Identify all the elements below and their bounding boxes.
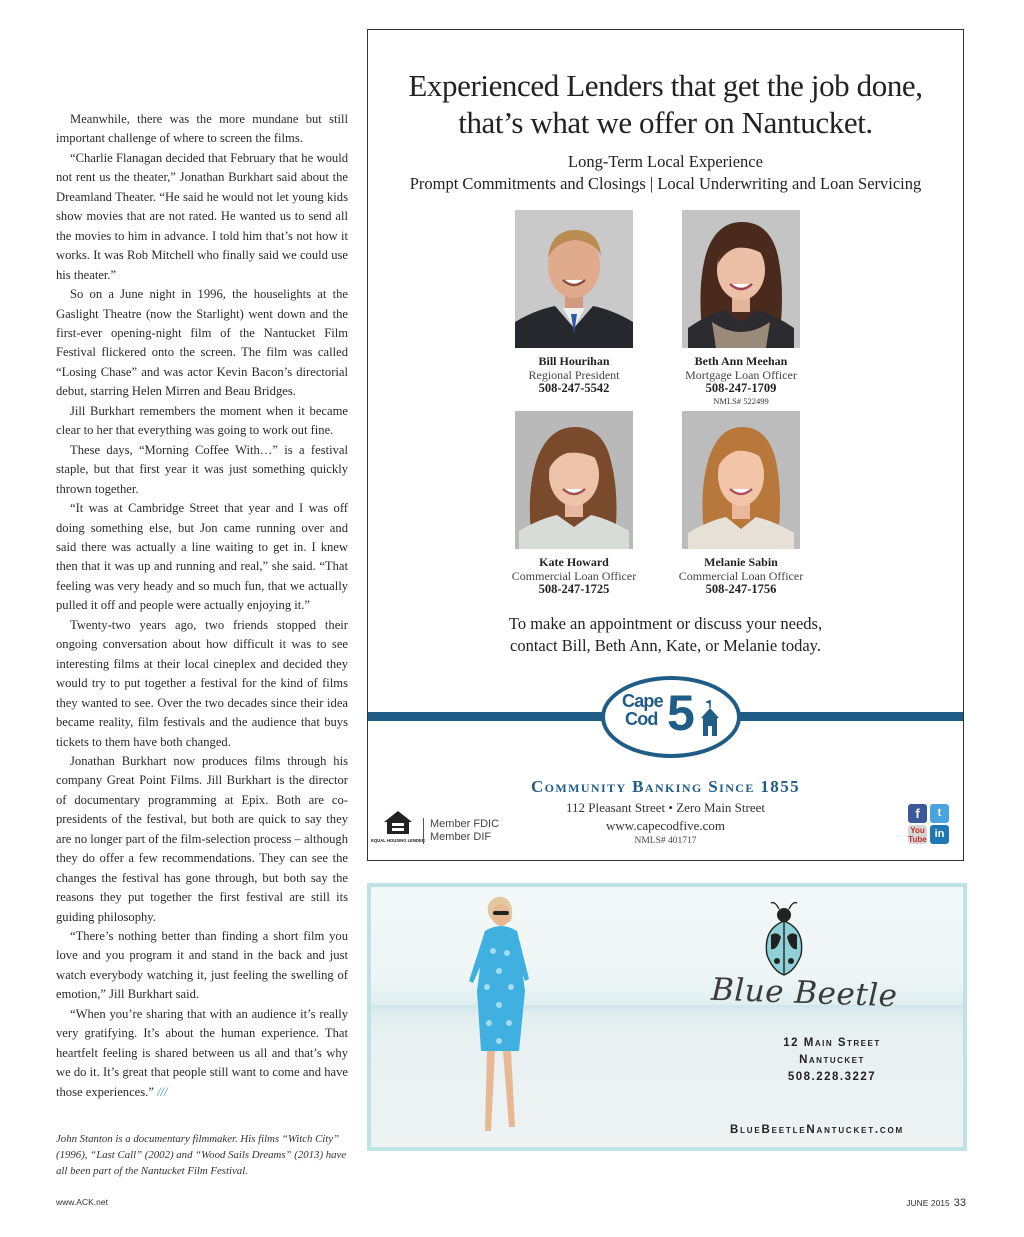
equal-housing-lender-icon (371, 809, 425, 843)
ad-call-to-action (368, 613, 963, 657)
bank-website-link[interactable]: www.capecodfive.com (606, 818, 725, 833)
staff-phone[interactable]: 508-247-1725 (538, 582, 610, 596)
blue-beetle-icon (759, 899, 809, 979)
cape-cod-five-logo[interactable] (601, 676, 741, 758)
article-paragraph: So on a June night in 1996, the houselights at the Gaslight Theatre (now the Starlight) went down and the first-ever opening-night film of the Nantucket Film Festival flickered onto the screen. The film was called “Losing Chase” and was actor Kevin Bacon’s directorial debut, starring Helen Mirren and Beau Bridges. (56, 287, 348, 399)
social-links (908, 804, 952, 844)
end-of-article-mark: /// (157, 1084, 168, 1099)
member-dif: Member DIF (430, 831, 492, 843)
page-number: 33 (953, 1197, 966, 1209)
article-paragraph: “It was at Cambridge Street that year and I was off doing something else, but Jon came running over and said there was actually a line waiting to get in. I knew then that it was up and running and real,” she said. “That feeling was very heady and so much fun, that we actually pulled it off and people were actually enjoying it.” (56, 501, 348, 613)
author-bio: John Stanton is a documentary filmmaker. His films “Witch City” (1996), “Last Call” (2002) and “Wood Sails Dreams” (2013) have all been part of the Nantucket Film Festival. (56, 1133, 347, 1177)
staff-name: Melanie Sabin (704, 555, 778, 569)
ehl-label: EQUAL HOUSING LENDER (371, 838, 425, 843)
boutique-advertisement (367, 883, 967, 1151)
article-paragraph (56, 1005, 348, 1102)
ad-headline-line-2: that’s what we offer on Nantucket. (458, 105, 873, 140)
article-paragraph: Jonathan Burkhart now produces films through his company Great Point Films. Jill Burkhart is the director of documentary programming at Epix. Both are co-presidents of the festival, but both are quick to say they are no longer part of the film-selection process – although they do offer a few recommendations. They can see the changes the festival has gone through, but both say the reasons they put together the first festival are still its guiding philosophy. (56, 753, 349, 924)
twitter-icon[interactable]: t (930, 804, 949, 823)
ad-sub-line-1: Long-Term Local Experience (568, 152, 763, 171)
staff-title: Commercial Loan Officer (511, 568, 637, 583)
staff-phone[interactable]: 508-247-5542 (538, 381, 610, 395)
portrait-woman-icon (515, 411, 633, 549)
ad-cta-line-2: contact Bill, Beth Ann, Kate, or Melanie today. (510, 636, 821, 655)
lighthouse-icon (699, 700, 721, 738)
staff-photo (515, 210, 633, 348)
article-paragraph: These days, “Morning Coffee With…” is a festival staple, but that first year it was just something quickly thrown together. (56, 442, 348, 496)
article-paragraph: Jill Burkhart remembers the moment when it became clear to her that everything was going to work out fine. (56, 403, 348, 438)
staff-name: Bill Hourihan (538, 354, 610, 368)
article-paragraph: Meanwhile, there was the more mundane but still important challenge of where to screen the films. (56, 112, 348, 146)
footer-issue: JUNE 2015 (906, 1198, 950, 1208)
ad-subheadline (368, 151, 963, 195)
article-paragraph: “Charlie Flanagan decided that February that he would not rent us the theater,” Jonathan Burkhart said about the Dreamland Theater. “He said he would not let young kids show movies that are not rated. He wanted us to send all the movies to him in advance. I told him that’s not how it works. It was Rob Mitchell who finally said we could use his theater.” (56, 150, 348, 282)
bank-tagline: Community Banking Since 1855 (530, 777, 801, 796)
article-paragraph: “There’s nothing better than finding a short film you love and you program it and stand in the back and just watch everybody watching it, just feeling the swelling of emotion,” Jill Burkhart said. (56, 929, 348, 1002)
staff-photo (515, 411, 633, 549)
footer-folio (906, 1197, 966, 1209)
woman-on-beach-illustration (459, 891, 539, 1141)
staff-card-melanie-sabin (656, 411, 826, 597)
boutique-town: Nantucket (799, 1054, 865, 1066)
portrait-woman-icon (682, 210, 800, 348)
staff-title: Regional President (528, 367, 620, 382)
staff-nmls: NMLS# 522499 (713, 395, 769, 406)
ad-headline (368, 67, 963, 141)
footer-site: www.ACK.net (56, 1197, 108, 1207)
article-column (56, 110, 348, 1102)
bank-advertisement (367, 29, 964, 861)
ad-sub-line-2: Prompt Commitments and Closings | Local Underwriting and Loan Servicing (409, 174, 922, 193)
boutique-street: 12 Main Street (783, 1037, 881, 1049)
logo-word-cod: Cod (625, 709, 658, 729)
boutique-contact (701, 1035, 963, 1086)
boutique-phone[interactable]: 508.228.3227 (787, 1071, 877, 1083)
member-fdic: Member FDIC (430, 818, 500, 830)
portrait-woman-icon (682, 411, 800, 549)
staff-phone[interactable]: 508-247-1709 (705, 381, 777, 395)
logo-number: 5 (667, 685, 695, 741)
staff-title: Commercial Loan Officer (678, 568, 804, 583)
logo-word-cape: Cape (622, 691, 663, 711)
staff-card-bill-hourihan (489, 210, 659, 396)
ad-cta-line-1: To make an appointment or discuss your needs, (508, 614, 823, 633)
staff-title: Mortgage Loan Officer (685, 367, 797, 382)
portrait-man-icon (515, 210, 633, 348)
staff-name: Kate Howard (539, 555, 609, 569)
article-paragraph: Twenty-two years ago, two friends stopped their ongoing conversation about how difficult it was to see interesting films at their local cineplex and decided they would try to put together a festival for the kind of films they wanted to see. Over the two decades since their idea became reality, film festivals and the audience that buys tickets to them have both changed. (56, 617, 348, 749)
bank-address: 112 Pleasant Street • Zero Main Street (565, 800, 766, 815)
staff-name: Beth Ann Meehan (694, 354, 788, 368)
staff-phone[interactable]: 508-247-1756 (705, 582, 777, 596)
staff-photo (682, 411, 800, 549)
staff-photo (682, 210, 800, 348)
facebook-icon[interactable]: f (908, 804, 927, 823)
boutique-website-link[interactable]: BlueBeetleNantucket.com (730, 1124, 904, 1136)
youtube-icon[interactable]: You Tube (908, 826, 927, 844)
article-last-paragraph-text: “When you’re sharing that with an audience it’s really very gratifying. It’s about the human experience. That heartfelt feeling is shared between us all and that’s why we do it. It’s great that people still want to come and have those experiences.” (56, 1006, 348, 1099)
staff-card-kate-howard (489, 411, 659, 597)
linkedin-icon[interactable]: in (930, 825, 949, 844)
logo-wordmark (622, 692, 663, 728)
member-fdic-text (423, 818, 499, 844)
staff-card-beth-ann-meehan (656, 210, 826, 407)
boutique-name: Blue Beetle (710, 971, 899, 1015)
ad-headline-line-1: Experienced Lenders that get the job done, (408, 68, 923, 103)
bank-nmls: NMLS# 401717 (634, 836, 697, 846)
